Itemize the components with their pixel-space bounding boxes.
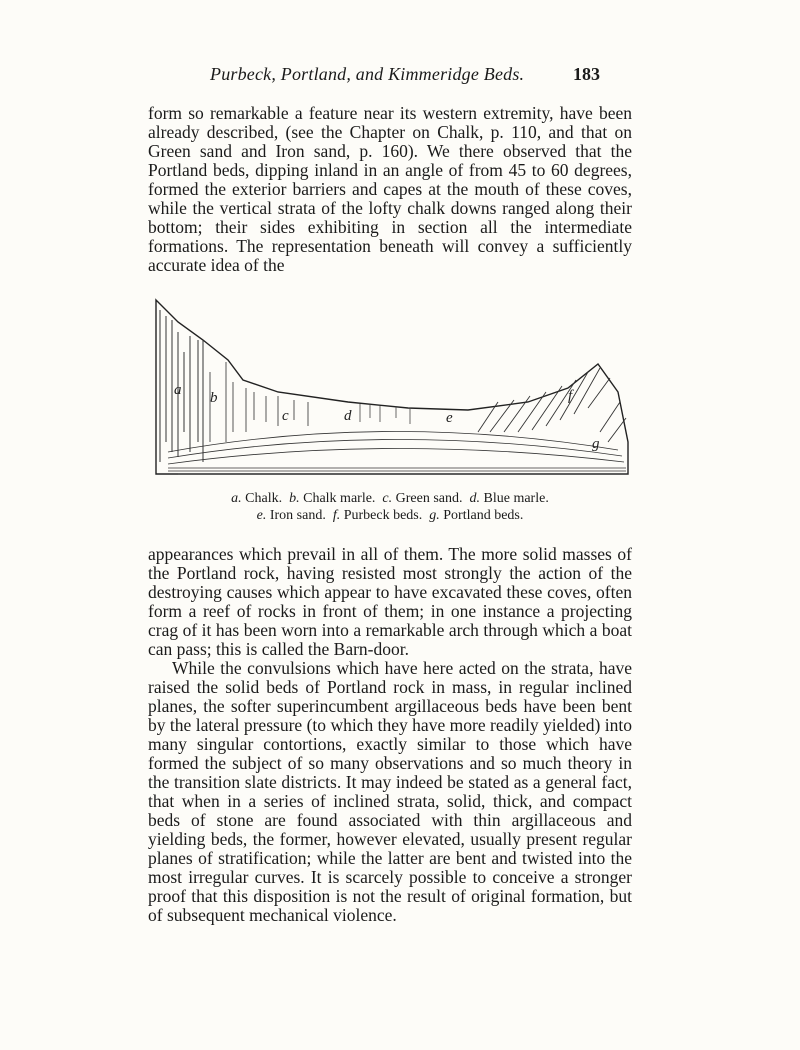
figure-label-g: g — [592, 436, 600, 452]
caption-key: d. — [469, 491, 481, 506]
figure-label-f: f — [568, 388, 573, 404]
caption-line-1 — [148, 490, 632, 507]
caption-text: Green sand. — [395, 491, 463, 506]
caption-key: b. — [289, 491, 300, 506]
caption-key: f. — [332, 508, 341, 523]
caption-text: Iron sand. — [269, 508, 326, 523]
caption-text: Purbeck beds. — [343, 508, 423, 523]
page-number: 183 — [573, 64, 600, 84]
figure-label-d: d — [344, 408, 352, 424]
running-head — [148, 60, 600, 90]
figure-caption — [148, 490, 632, 524]
caption-text: Chalk. — [245, 491, 283, 506]
body-text-top — [148, 104, 632, 275]
figure-label-c: c — [282, 408, 289, 424]
figure-label-a: a — [174, 382, 182, 398]
caption-line-2 — [148, 507, 632, 524]
paragraph: appearances which prevail in all of them. The more solid masses of the Portland rock, having resisted most strongly the action of the destroying causes which appear to have excavated these coves, often form a reef of rocks in front of them; in one instance a projecting crag of it has been worn into a remarkable arch through which a boat can pass; this is called the Barn-door. — [148, 544, 632, 659]
caption-key: c. — [382, 491, 393, 506]
cross-section-figure — [148, 292, 632, 482]
figure-label-b: b — [210, 390, 218, 406]
figure-label-e: e — [446, 410, 453, 426]
caption-key: g. — [429, 508, 440, 523]
caption-key: a. — [231, 491, 242, 506]
caption-text: Portland beds. — [443, 508, 524, 523]
cross-section-illustration — [148, 292, 632, 482]
caption-text: Chalk marle. — [303, 491, 376, 506]
caption-text: Blue marle. — [483, 491, 549, 506]
running-title: Purbeck, Portland, and Kimmeridge Beds. — [210, 64, 525, 84]
paragraph: While the convulsions which have here acted on the strata, have raised the solid beds of Portland rock in mass, in regular inclined planes, the softer superincumbent argillaceous beds have been bent by the lateral pressure (to which they have more readily yielded) into many singular contortions, exactly similar to those which have formed the subject of so many observations and so much theory in the transition slate districts. It may indeed be stated as a general fact, that when in a series of inclined strata, solid, thick, and compact beds of stone are found associated with thin argillaceous and yielding beds, the former, however elevated, usually present regular planes of stratification; while the latter are bent and twisted into the most irregular curves. It is scarcely possible to conceive a stronger proof that this disposition is not the result of original formation, but of subsequent mechanical violence. — [148, 658, 632, 925]
caption-key: e. — [256, 508, 267, 523]
body-text-bottom — [148, 545, 632, 925]
paragraph: form so remarkable a feature near its western extremity, have been already described, (see the Chapter on Chalk, p. 110, and that on Green sand and Iron sand, p. 160). We there observed that the Portland beds, dipping inland in an angle of from 45 to 60 degrees, formed the exterior barriers and capes at the mouth of these coves, while the vertical strata of the lofty chalk downs ranged along their bottom; their sides exhibiting in section all the intermediate formations. The representation beneath will convey a sufficiently accurate idea of the — [148, 103, 632, 275]
